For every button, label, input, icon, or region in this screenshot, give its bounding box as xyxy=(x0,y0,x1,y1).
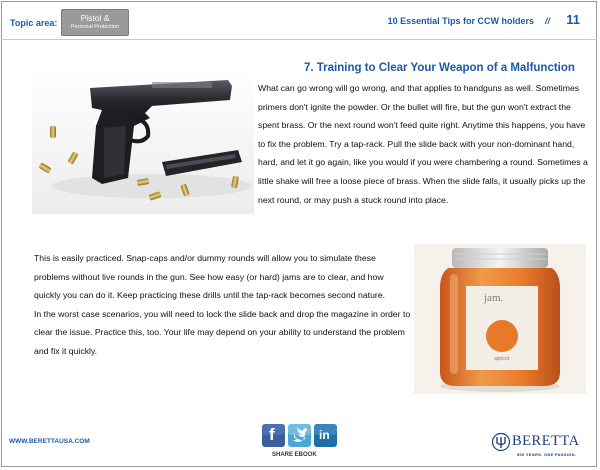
jam-sublabel: apricot xyxy=(494,356,510,362)
header-separator: // xyxy=(544,16,550,26)
body-paragraph-2 xyxy=(34,249,412,361)
twitter-share-button[interactable] xyxy=(288,424,311,447)
topic-badge[interactable] xyxy=(61,9,129,36)
linkedin-glyph: in xyxy=(319,428,330,442)
jam-label: jam. xyxy=(484,292,504,304)
header-divider xyxy=(1,39,597,40)
logo-wordmark: BERETTA xyxy=(512,433,580,449)
facebook-share-button[interactable] xyxy=(262,424,285,447)
topic-area-label: Topic area: xyxy=(10,18,58,28)
topic-badge-subtitle: Personal Protection xyxy=(71,24,119,30)
facebook-glyph: f xyxy=(269,425,275,444)
logo-tagline: 500 YEARS. ONE PASSION. xyxy=(517,452,577,457)
page-number: 11 xyxy=(566,12,580,27)
beretta-logo[interactable] xyxy=(492,430,590,460)
twitter-icon xyxy=(288,424,311,447)
website-link[interactable]: WWW.BERETTAUSA.COM xyxy=(9,438,90,445)
section-title: 7. Training to Clear Your Weapon of a Malfunction xyxy=(304,62,575,74)
ebook-title: 10 Essential Tips for CCW holders xyxy=(387,16,534,26)
share-ebook-label: SHARE EBOOK xyxy=(272,452,317,458)
body-paragraph-2a: This is easily practiced. Snap-caps and/or dummy rounds will allow you to simulate these problems without live rounds in the gun. See how easy (or hard) jams are to clear, and how quickly you can do it. Keep practicing these drills until the tap-rack becomes second nature. xyxy=(34,253,386,301)
body-paragraph-2b: In the worst case scenarios, you will need to lock the slide back and drop the magazine in order to clear the issue. Practice this, too. Your life may depend on your ability to understand the problem and fix it quickly. xyxy=(34,308,411,356)
linkedin-share-button[interactable] xyxy=(314,424,337,447)
topic-badge-title: Pistol & xyxy=(80,13,110,23)
jam-jar-image xyxy=(414,244,586,394)
pistol-image xyxy=(32,66,254,214)
beretta-trident-icon xyxy=(492,432,510,452)
body-paragraph-1: What can go wrong will go wrong, and that applies to handguns as well. Sometimes primers don't ignite the powder. Or the bullet will fire, but the gun won't extract the spent brass. Or the next round won't feed quite right. Anytime this happens, you have to fix the problem. Try a tap-rack. Pull the slide back with your non-dominant hand, hard, and let it go again, like you would if you were chambering a round. Sometimes a little shake will free a loose piece of brass. When the slide falls, it usually picks up the next round, or may push a stuck round into place. xyxy=(258,83,588,205)
